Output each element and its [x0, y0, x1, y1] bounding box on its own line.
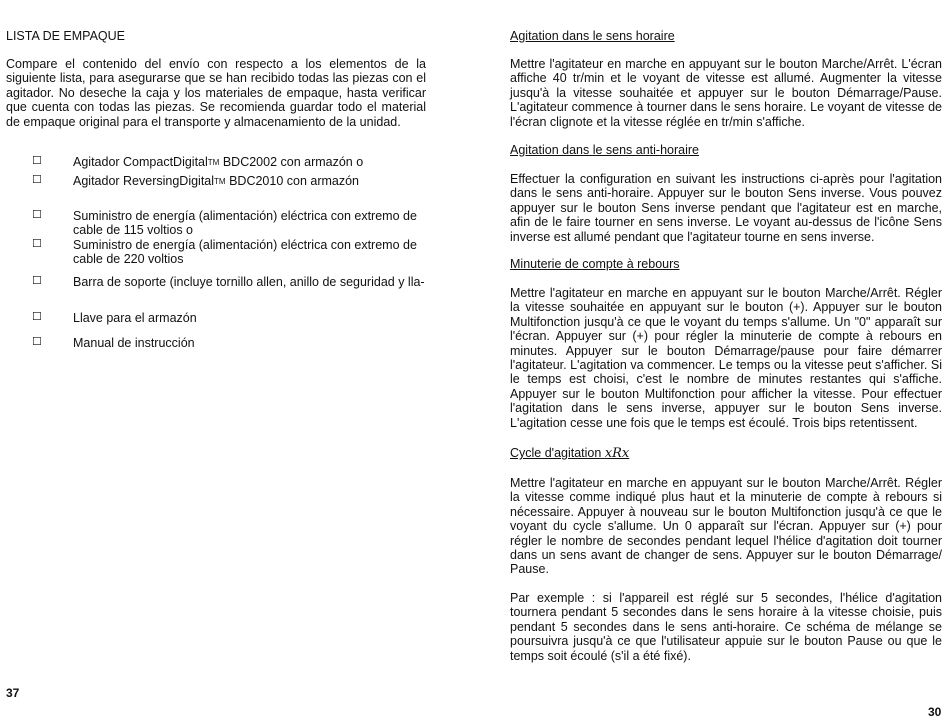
checkbox-icon: ☐ — [32, 209, 42, 221]
section-example-cycle: Par exemple : si l'appareil est réglé sur 5 secondes, l'hélice d'agitation tournera pendant 5 secondes dans le sens horaire à la vitesse choisie, puis pendant 5 secondes dans le sens anti-horaire. Ce schéma de mélange se poursuivra jusqu'à ce que l'utilisateur appuie sur le bouton Pause ou que le temps soit écoulé (s'il a été fixé). — [510, 591, 942, 663]
item-text: Agitador ReversingDigitalTM BDC2010 con armazón — [73, 174, 360, 188]
packing-list-title: LISTA DE EMPAQUE — [6, 29, 126, 43]
item-text: Barra de soporte (incluye tornillo allen, anillo de seguridad y lla- — [73, 275, 425, 289]
packing-list-intro: Compare el contenido del envío con respecto a los elementos de la siguiente lista, para asegurarse que se han recibido todas las piezas con el agitador. No deseche la caja y los materiales de empaque, hasta verificar que cuenta con todas las piezas. Se recomienda guardar todo el material de empaque original para el transporte y almacenamiento de la unidad. — [6, 57, 426, 129]
item-text: Agitador CompactDigitalTM BDC2002 con armazón o — [73, 155, 364, 169]
reverse-cycle-icon: xRx — [604, 446, 630, 461]
section-body-timer: Mettre l'agitateur en marche en appuyant sur le bouton Marche/Arrêt. Régler la vitesse souhaitée en appuyant sur le bouton (+). Appuyer sur le bouton Multifonction jusqu'à ce que le voyant du temps s'allume. Un "0" apparaît sur l'écran. Appuyer sur (+) pour régler la minuterie de compte à rebours en minutes. Appuyer sur le bouton Démarrage/pause pour faire démarrer l'agitateur. L'agitation va commencer. Le temps ou la vitesse peut s'afficher. Si le temps est choisi, c'est le nombre de minutes restantes qui s'affiche. Appuyer sur le bouton Multifonction pour afficher la vitesse. Pour effectuer l'agitation dans le sens inverse, appuyer sur le bouton Sens inverse. L'agitation cesse une fois que le temps est écoulé. Trois bips retentissent. — [510, 286, 942, 430]
checkbox-icon: ☐ — [32, 336, 42, 348]
page-number-left: 37 — [6, 686, 20, 700]
item-text: Suministro de energía (alimentación) eléctrica con extremo de cable de 115 voltios o — [73, 209, 417, 238]
section-heading-clockwise: Agitation dans le sens horaire — [510, 29, 675, 43]
section-body-counterclockwise: Effectuer la configuration en suivant les instructions ci-après pour l'agitation dans le sens anti-horaire. Appuyer sur le bouton Sens inverse. Vous pouvez appuyer sur le bouton Sens inverse pendant que l'agitateur est en marche, afin de le faire tourner en sens inverse. Le voyant au-dessus de l'icône Sens inverse est allumé pendant que l'agitateur tourne en sens inverse. — [510, 172, 942, 244]
section-heading-cycle: Cycle d'agitation xRx — [510, 446, 630, 461]
checkbox-icon: ☐ — [32, 155, 42, 167]
checkbox-icon: ☐ — [32, 311, 42, 323]
section-body-cycle: Mettre l'agitateur en marche en appuyant sur le bouton Marche/Arrêt. Régler la vitesse comme indiqué plus haut et la minuterie de compte à rebours si nécessaire. Appuyer à nouveau sur le bouton Multifonction jusqu'à ce que le voyant du cycle s'allume. Un 0 apparaît sur l'écran. Appuyer sur (+) pour régler le nombre de secondes pendant lequel l'hélice d'agitation doit tourner dans un sens avant de changer de sens. Appuyer sur le bouton Démarrage/ Pause. — [510, 476, 942, 577]
item-text: Suministro de energía (alimentación) eléctrica con extremo de cable de 220 voltios — [73, 238, 417, 267]
checkbox-icon: ☐ — [32, 238, 42, 250]
section-heading-timer: Minuterie de compte à rebours — [510, 257, 680, 271]
page-number-right: 30 — [928, 705, 942, 719]
checkbox-icon: ☐ — [32, 174, 42, 186]
section-heading-counterclockwise: Agitation dans le sens anti-horaire — [510, 143, 700, 157]
item-text: Manual de instrucción — [73, 336, 195, 350]
section-body-clockwise: Mettre l'agitateur en marche en appuyant sur le bouton Marche/Arrêt. L'écran affiche 40 tr/min et le voyant de vitesse est allumé. Augmenter la vitesse jusqu'à la vitesse souhaitée et appuyer sur le bouton Démarrage/Pause. L'agitateur commence à tourner dans le sens horaire. Le voyant de vitesse de l'écran clignote et la vitesse réglée en tr/min s'affiche. — [510, 57, 942, 129]
item-text: Llave para el armazón — [73, 311, 197, 325]
checkbox-icon: ☐ — [32, 275, 42, 287]
